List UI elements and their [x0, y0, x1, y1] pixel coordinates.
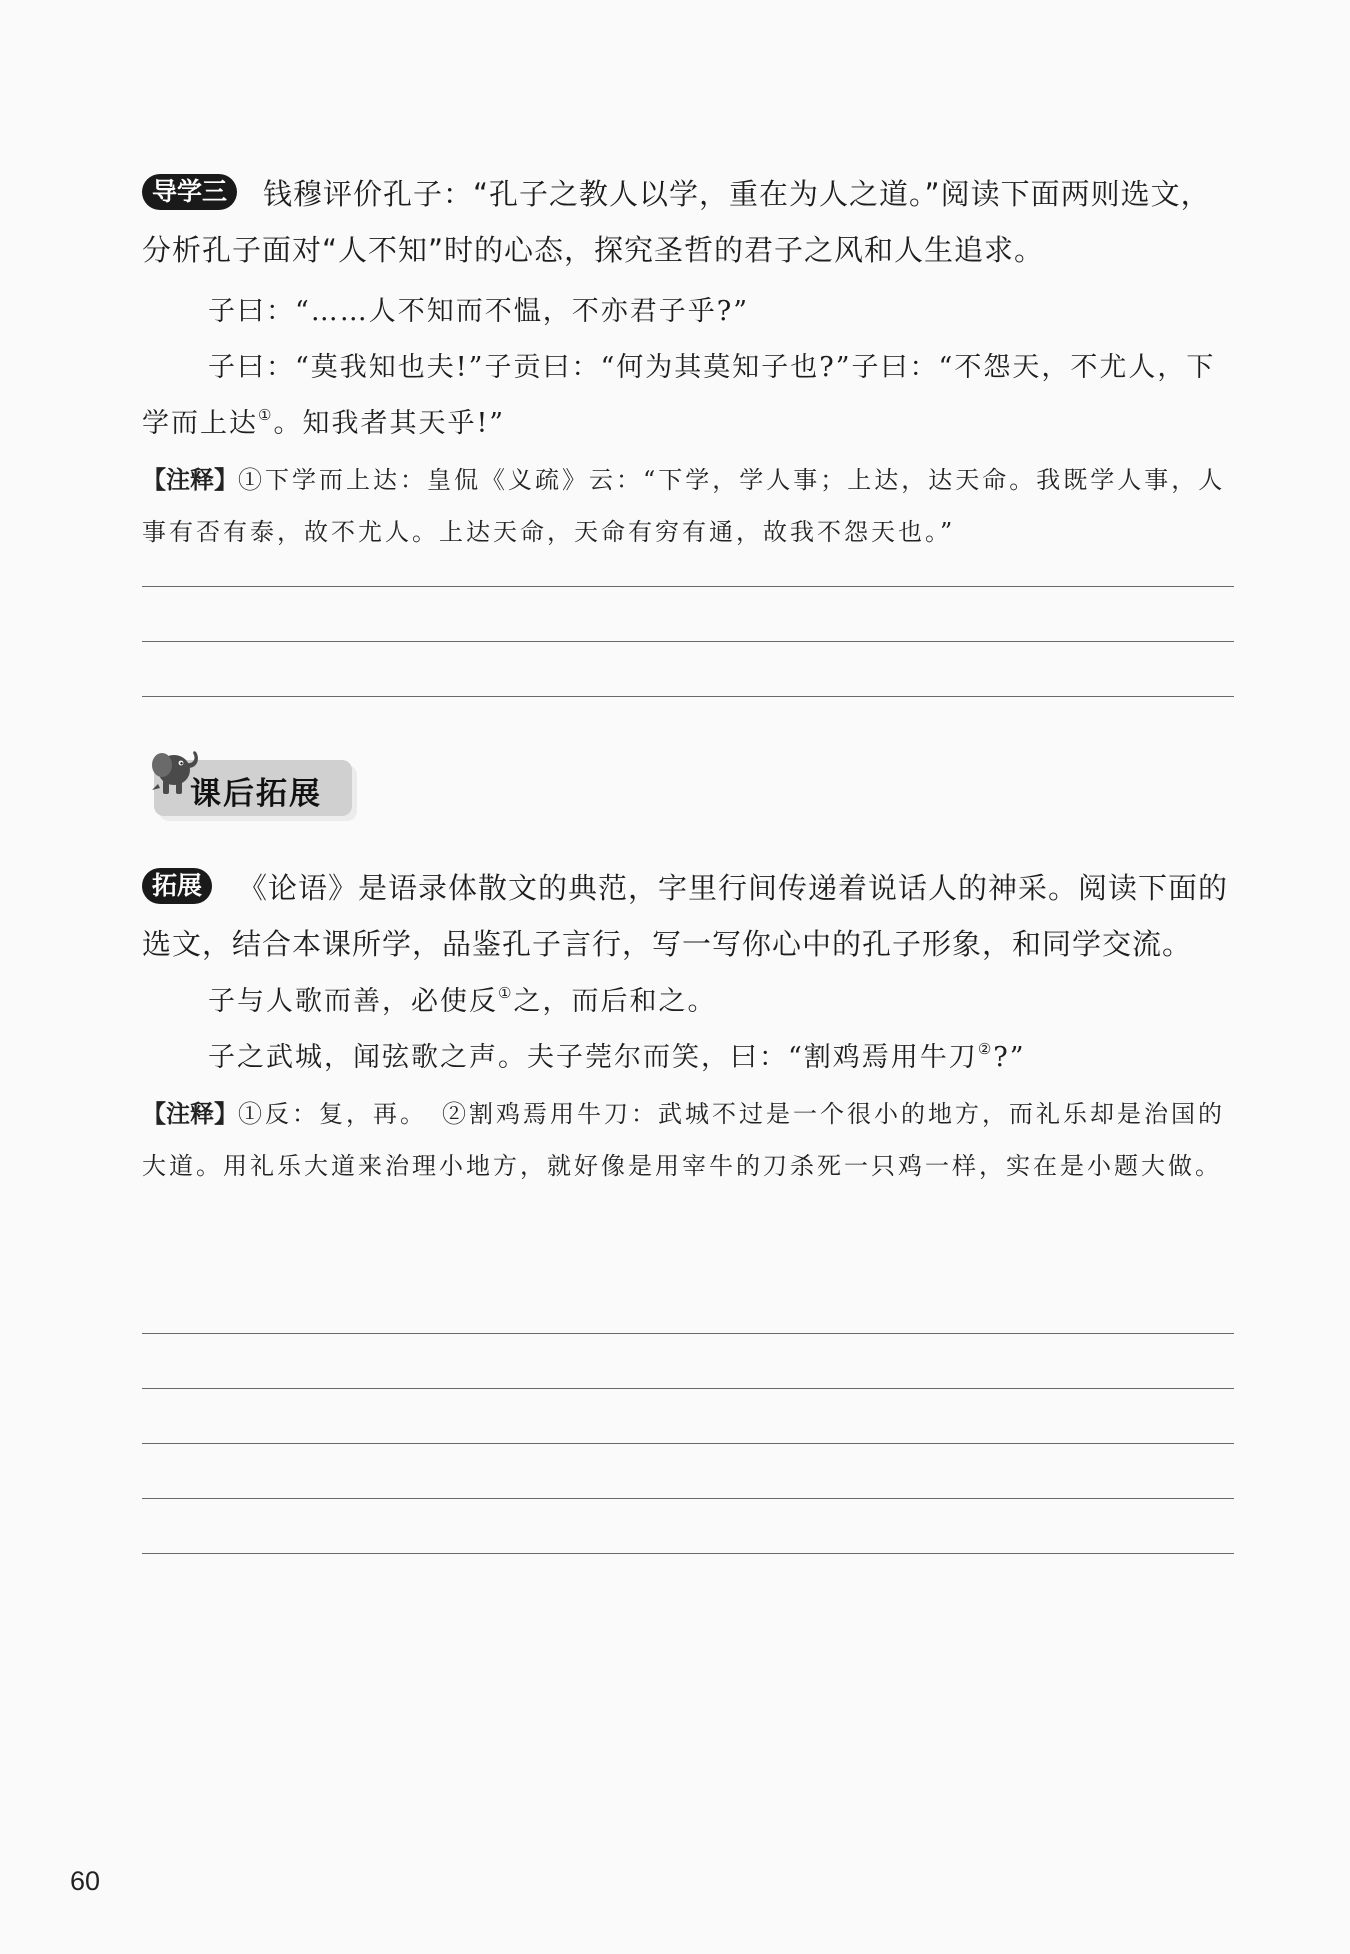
- after-class-extension-title: 课后拓展: [190, 776, 322, 812]
- answer-line[interactable]: [142, 1443, 1234, 1444]
- guided-study-three: [142, 166, 1234, 558]
- answer-line[interactable]: [142, 586, 1234, 587]
- answer-line[interactable]: [142, 1498, 1234, 1499]
- extension-lead: 《论语》是语录体散文的典范，字里行间传递着说话人的神采。阅读下面的选文，结合本课所学，品鉴孔子言行，写一写你心中的孔子形象，和同学交流。: [142, 871, 1229, 961]
- annotation-text: ①反：复，再。 ②割鸡焉用牛刀：武城不过是一个很小的地方，而礼乐却是治国的大道。用礼乐大道来治理小地方，就好像是用宰牛的刀杀死一只鸡一样，实在是小题大做。: [142, 1100, 1225, 1180]
- annotation: [142, 454, 1234, 558]
- analects-quote-2: 子曰：“莫我知也夫!”子贡曰：“何为其莫知子也?”子曰：“不怨天，不尤人，下学而上达①。知我者其天乎!”: [142, 352, 1216, 439]
- analects-quote-3: 子与人歌而善，必使反①之，而后和之。: [208, 984, 717, 1017]
- answer-line[interactable]: [142, 1553, 1234, 1554]
- guided-study-three-lead: 钱穆评价孔子：“孔子之教人以学，重在为人之道。”阅读下面两则选文，分析孔子面对“人不知”时的心态，探究圣哲的君子之风和人生追求。: [142, 177, 1211, 267]
- footnote-marker: ①: [258, 406, 274, 424]
- annotation-tag: 【注释】: [142, 1100, 238, 1128]
- guided-study-three-prompt: [142, 166, 1234, 278]
- answer-line[interactable]: [142, 1388, 1234, 1389]
- annotation-text: ①下学而上达：皇侃《义疏》云：“下学，学人事；上达，达天命。我既学人事，人事有否有泰，故不尤人。上达天命，天命有穷有通，故我不怨天也。”: [142, 466, 1226, 546]
- analects-quote-1: 子曰：“……人不知而不愠，不亦君子乎?”: [208, 296, 750, 327]
- guided-study-three-badge: 导学三: [142, 174, 237, 210]
- footnote-marker: ②: [977, 1040, 994, 1058]
- footnote-marker: ①: [498, 984, 514, 1002]
- answer-line[interactable]: [142, 641, 1234, 642]
- answer-line[interactable]: [142, 696, 1234, 697]
- analects-quote-4: 子之武城，闻弦歌之声。夫子莞尔而笑，曰：“割鸡焉用牛刀②?”: [208, 1040, 1026, 1073]
- page-number: 60: [70, 1866, 101, 1896]
- extension-badge: 拓展: [142, 868, 212, 904]
- annotation-tag: 【注释】: [142, 466, 238, 494]
- extension-section: [142, 860, 1234, 1192]
- annotation: [142, 1088, 1234, 1192]
- after-class-extension-header: [144, 738, 364, 830]
- answer-line[interactable]: [142, 1333, 1234, 1334]
- extension-prompt: [142, 860, 1234, 972]
